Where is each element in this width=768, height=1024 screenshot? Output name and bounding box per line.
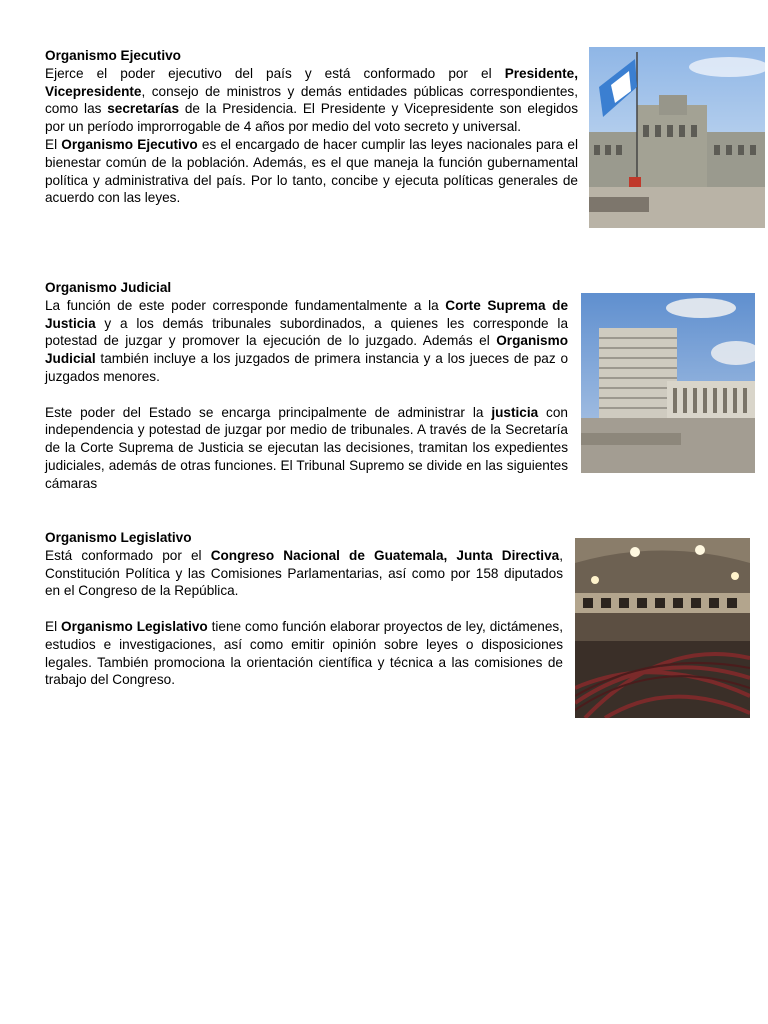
section-heading: Organismo Ejecutivo bbox=[45, 48, 181, 63]
text-run: Este poder del Estado se encarga principalmente de administrar la bbox=[45, 404, 492, 420]
text-run: de la Presidencia. El Presidente y Vicepresidente son elegidos por un período improrrogable de 4 años por medio del voto secreto y universal. bbox=[45, 101, 578, 135]
section-heading: Organismo Judicial bbox=[45, 280, 172, 295]
text-run: tiene como función elaborar proyectos de ley, dictámenes, estudios e investigaciones, así como emitir opinión sobre leyes o disposiciones legales. También promociona la orientación científica y técnica a las comisiones de trabajo del Congreso. bbox=[45, 618, 564, 688]
section-legislativo bbox=[45, 529, 563, 689]
bold-term: Corte Suprema de Justicia bbox=[45, 297, 569, 331]
bold-term: Organismo Ejecutivo bbox=[61, 136, 198, 152]
paragraph bbox=[45, 65, 578, 136]
bold-term: Presidente, Vicepresidente bbox=[45, 65, 578, 99]
text-run: también incluye a los juzgados de primera instancia y a los jueces de paz o juzgados menores. bbox=[45, 351, 568, 384]
bold-term: secretarías bbox=[107, 101, 180, 117]
text-run: Está conformado por el bbox=[45, 547, 211, 563]
section-judicial bbox=[45, 279, 568, 493]
bold-term: justicia bbox=[491, 404, 539, 420]
text-run: , Constitución Política y las Comisiones Parlamentarias, así como por 158 diputados en el Congreso de la República. bbox=[45, 547, 563, 599]
text-run: , consejo de ministros y demás entidades públicas correspondientes, como las bbox=[45, 83, 578, 117]
section-heading: Organismo Legislativo bbox=[45, 530, 192, 545]
corte-suprema-photo bbox=[581, 293, 755, 473]
text-run: La función de este poder corresponde fundamentalmente a la bbox=[45, 297, 446, 313]
palacio-nacional-photo bbox=[589, 47, 765, 228]
paragraph bbox=[45, 618, 563, 689]
text-run: con independencia y potestad de juzgar por medio de tribunales. A través de la Secretaría de la Corte Suprema de Justicia se ejecutan las decisiones, tramitan los expedientes judiciales, además de otras funciones. El Tribunal Supremo se divide en las siguientes cámaras bbox=[45, 404, 568, 491]
text-run: Ejerce el poder ejecutivo del país y está conformado por el bbox=[45, 65, 505, 81]
bold-term: Organismo Legislativo bbox=[61, 618, 208, 634]
paragraph bbox=[45, 297, 568, 386]
bold-term: Congreso Nacional de Guatemala, Junta Directiva bbox=[210, 547, 560, 563]
paragraph bbox=[45, 136, 578, 207]
bold-term: Organismo Judicial bbox=[45, 333, 568, 367]
paragraph bbox=[45, 547, 563, 600]
text-run: es el encargado de hacer cumplir las leyes nacionales para el bienestar común de la población. Además, es el que maneja la función gubernamental política y administrativa del país. Por lo tanto, concibe y ejecuta políticas generales de acuerdo con las leyes. bbox=[45, 136, 578, 206]
text-run: El bbox=[45, 618, 62, 634]
text-run: El bbox=[45, 136, 62, 152]
congreso-photo bbox=[575, 538, 750, 718]
paragraph bbox=[45, 404, 568, 493]
section-ejecutivo bbox=[45, 47, 578, 207]
text-run: y a los demás tribunales subordinados, a quienes les corresponde la potestad de juzgar y promover la ejecución de lo juzgado. Además el bbox=[45, 315, 568, 349]
